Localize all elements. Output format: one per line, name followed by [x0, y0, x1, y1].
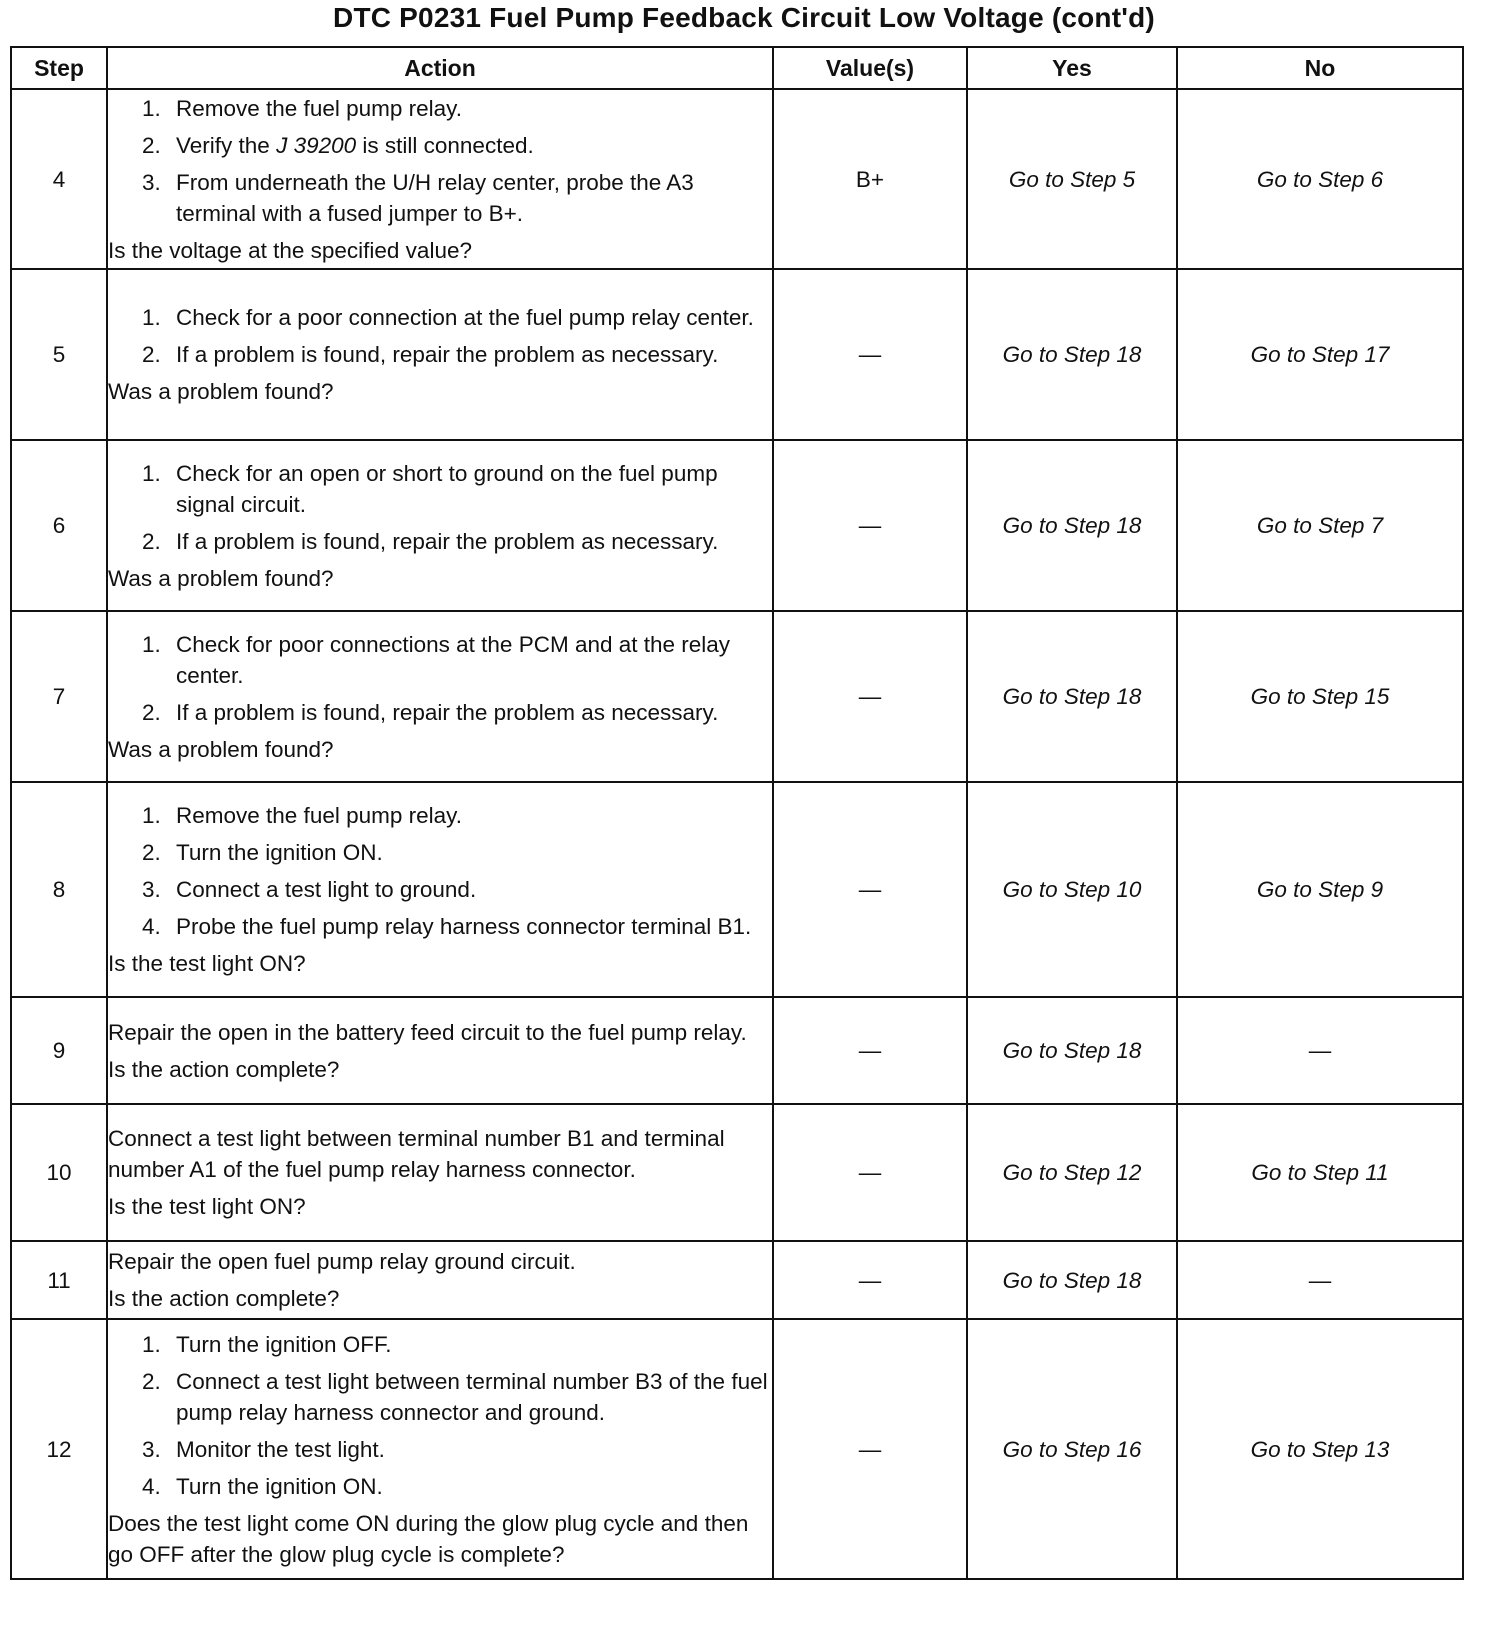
header-no: No — [1177, 47, 1463, 89]
yes-cell: Go to Step 18 — [967, 997, 1177, 1104]
yes-cell: Go to Step 18 — [967, 1241, 1177, 1319]
action-cell — [107, 782, 773, 997]
step-number: 9 — [11, 997, 107, 1104]
action-steps — [108, 302, 772, 370]
yes-cell: Go to Step 18 — [967, 611, 1177, 782]
table-row — [11, 782, 1463, 997]
action-cell — [107, 440, 773, 611]
value-cell: — — [773, 997, 967, 1104]
step-number: 12 — [11, 1319, 107, 1579]
value-cell: — — [773, 269, 967, 440]
action-question: Was a problem found? — [108, 379, 334, 404]
no-cell: Go to Step 17 — [1177, 269, 1463, 440]
no-cell: Go to Step 9 — [1177, 782, 1463, 997]
yes-cell: Go to Step 5 — [967, 89, 1177, 269]
no-cell: Go to Step 13 — [1177, 1319, 1463, 1579]
action-question: Is the test light ON? — [108, 1194, 306, 1219]
yes-cell: Go to Step 18 — [967, 440, 1177, 611]
no-cell: — — [1177, 997, 1463, 1104]
yes-cell: Go to Step 18 — [967, 269, 1177, 440]
action-steps — [108, 1329, 772, 1502]
action-step: 2. Turn the ignition ON. — [142, 840, 383, 865]
yes-cell: Go to Step 16 — [967, 1319, 1177, 1579]
action-question: Is the action complete? — [108, 1056, 340, 1082]
value-cell: B+ — [773, 89, 967, 269]
no-cell: Go to Step 7 — [1177, 440, 1463, 611]
step-number: 8 — [11, 782, 107, 997]
action-step: 2. If a problem is found, repair the problem as necessary. — [142, 528, 719, 554]
value-cell: — — [773, 1319, 967, 1579]
yes-cell: Go to Step 10 — [967, 782, 1177, 997]
header-action: Action — [107, 47, 773, 89]
action-step: 1. Check for a poor connection at the fuel pump relay center. — [142, 305, 754, 330]
action-step: 2. If a problem is found, repair the problem as necessary. — [142, 699, 719, 725]
action-paragraph: Connect a test light between terminal number B1 and terminal number A1 of the fuel pump relay harness connector. — [108, 1126, 725, 1182]
value-cell: — — [773, 1104, 967, 1241]
action-step: 4. Turn the ignition ON. — [142, 1473, 383, 1499]
action-step: 2. Connect a test light between terminal number B3 of the fuel pump relay harness connector and ground. — [142, 1368, 768, 1425]
value-cell: — — [773, 782, 967, 997]
action-question: Was a problem found? — [108, 565, 334, 591]
table-row — [11, 997, 1463, 1104]
action-paragraph: Repair the open fuel pump relay ground circuit. — [108, 1249, 576, 1274]
table-row — [11, 1104, 1463, 1241]
table-row — [11, 269, 1463, 440]
action-step: 1. Check for poor connections at the PCM and at the relay center. — [142, 631, 731, 688]
action-cell — [107, 1104, 773, 1241]
action-step: 1. Remove the fuel pump relay. — [142, 803, 462, 828]
action-cell — [107, 89, 773, 269]
step-number: 10 — [11, 1104, 107, 1241]
value-cell: — — [773, 611, 967, 782]
step-number: 11 — [11, 1241, 107, 1319]
no-cell: Go to Step 11 — [1177, 1104, 1463, 1241]
table-row — [11, 89, 1463, 269]
step-number: 7 — [11, 611, 107, 782]
table-row — [11, 1319, 1463, 1579]
action-step: 3. Connect a test light to ground. — [142, 877, 477, 902]
action-steps — [108, 458, 772, 557]
action-question: Is the action complete? — [108, 1286, 340, 1311]
value-cell: — — [773, 1241, 967, 1319]
yes-cell: Go to Step 12 — [967, 1104, 1177, 1241]
action-question: Is the test light ON? — [108, 951, 306, 976]
no-cell: Go to Step 15 — [1177, 611, 1463, 782]
action-step: 2. Verify the J 39200 is still connected. — [142, 132, 534, 158]
action-steps — [108, 93, 772, 229]
action-question: Is the voltage at the specified value? — [108, 237, 472, 263]
action-cell — [107, 611, 773, 782]
step-number: 4 — [11, 89, 107, 269]
action-cell — [107, 1241, 773, 1319]
action-step: 1. Remove the fuel pump relay. — [142, 95, 462, 121]
table-row — [11, 611, 1463, 782]
no-cell: Go to Step 6 — [1177, 89, 1463, 269]
action-paragraph: Repair the open in the battery feed circuit to the fuel pump relay. — [108, 1019, 747, 1045]
action-question: Was a problem found? — [108, 736, 334, 762]
action-cell — [107, 997, 773, 1104]
action-step: 1. Turn the ignition OFF. — [142, 1331, 392, 1357]
tool-reference: J 39200 — [276, 132, 357, 158]
value-cell: — — [773, 440, 967, 611]
action-step: 3. From underneath the U/H relay center, probe the A3 terminal with a fused jumper to B+. — [142, 169, 694, 226]
header-row — [11, 47, 1463, 89]
header-step: Step — [11, 47, 107, 89]
step-number: 6 — [11, 440, 107, 611]
action-question: Does the test light come ON during the glow plug cycle and then go OFF after the glow plug cycle is complete? — [108, 1510, 749, 1567]
action-step: 3. Monitor the test light. — [142, 1436, 385, 1462]
action-step: 4. Probe the fuel pump relay harness connector terminal B1. — [142, 914, 752, 939]
action-steps — [108, 629, 772, 728]
table-row — [11, 440, 1463, 611]
table-row — [11, 1241, 1463, 1319]
page-title: DTC P0231 Fuel Pump Feedback Circuit Low Voltage (cont'd) — [333, 2, 1155, 33]
action-cell — [107, 1319, 773, 1579]
action-steps — [108, 800, 772, 942]
step-number: 5 — [11, 269, 107, 440]
action-step: 1. Check for an open or short to ground on the fuel pump signal circuit. — [142, 460, 718, 517]
action-step: 2. If a problem is found, repair the problem as necessary. — [142, 342, 719, 367]
action-cell — [107, 269, 773, 440]
diagnostic-table — [10, 46, 1464, 1580]
header-yes: Yes — [967, 47, 1177, 89]
no-cell: — — [1177, 1241, 1463, 1319]
header-values: Value(s) — [773, 47, 967, 89]
